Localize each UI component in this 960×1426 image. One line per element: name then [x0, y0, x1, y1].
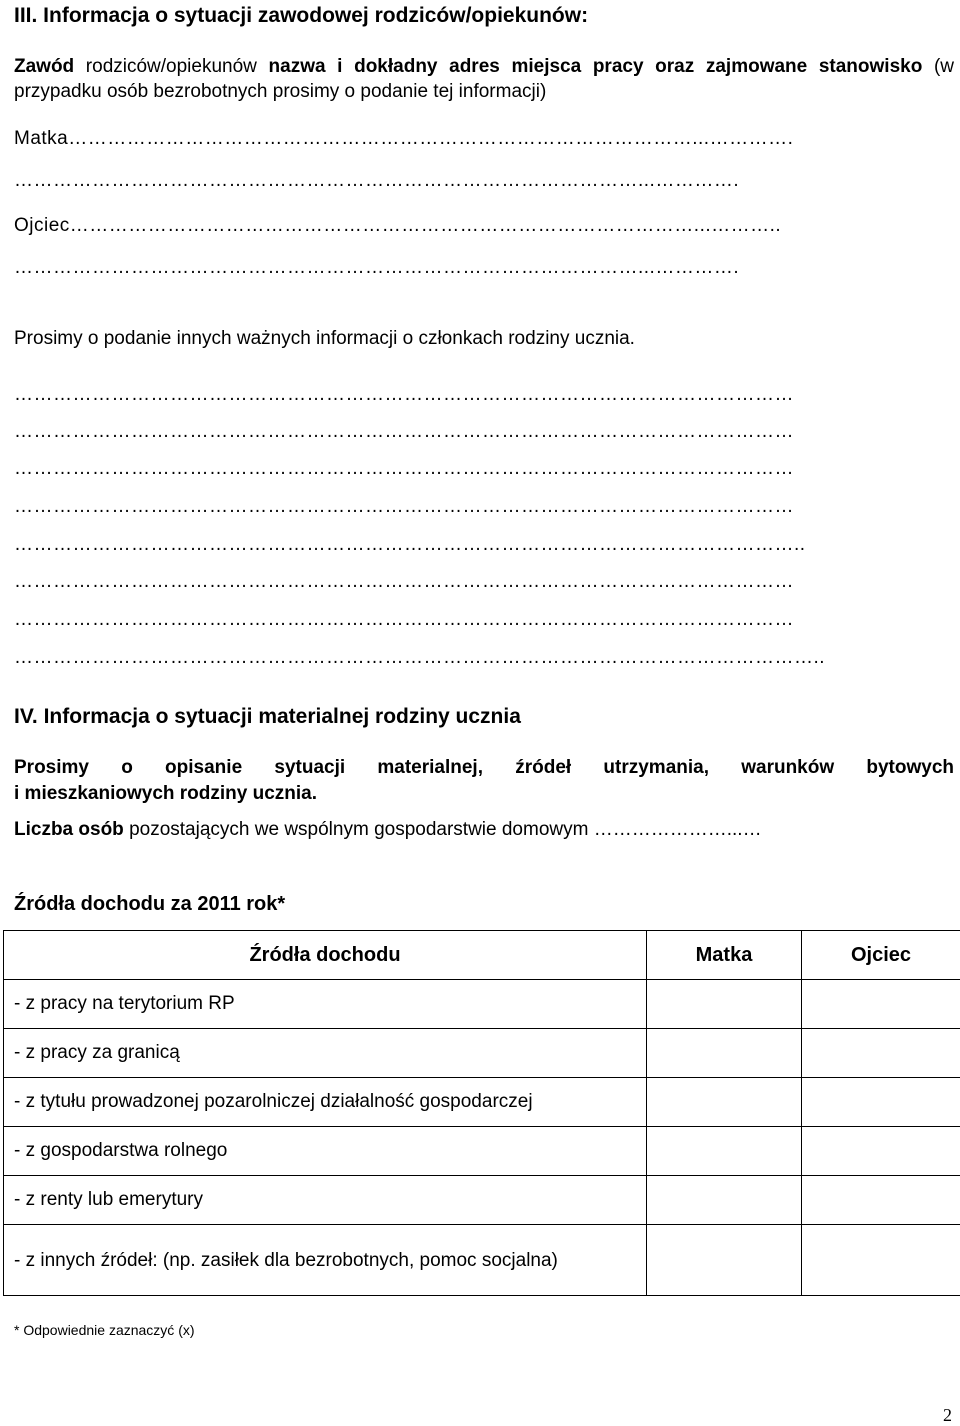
other-info-line[interactable]: ………………………………………………………………………………………………………… — [14, 458, 954, 480]
father-cell[interactable] — [802, 1127, 960, 1176]
section-4-heading: IV. Informacja o sytuacji materialnej rodziny ucznia — [14, 705, 954, 729]
income-source-label-text: - z innych źródeł: (np. zasiłek dla bezrobotnych, pomoc socjalna) — [14, 1248, 567, 1273]
footnote: * Odpowiednie zaznaczyć (x) — [14, 1322, 195, 1338]
header-income-sources: Źródła dochodu — [4, 931, 647, 980]
header-mother: Matka — [647, 931, 802, 980]
father-cell[interactable] — [802, 1078, 960, 1127]
father-label: Ojciec — [14, 215, 70, 236]
other-info-prompt: Prosimy o podanie innych ważnych informacji o członkach rodziny ucznia. — [14, 328, 954, 350]
other-info-line[interactable]: ………………………………………………………………………………………………………… — [14, 384, 954, 406]
household-bold: Liczba osób — [14, 819, 124, 840]
father-cell[interactable] — [802, 980, 960, 1029]
income-source-label: - z pracy na terytorium RP — [4, 980, 647, 1029]
other-info-line[interactable]: ………………………………………………………………………………………………………… — [14, 609, 954, 631]
section-4-request-line-1: Prosimy o opisanie sytuacji materialnej, źródeł utrzymania, warunków bytowych — [14, 757, 954, 779]
section-3-intro — [14, 54, 954, 104]
income-source-label: - z renty lub emerytury — [4, 1176, 647, 1225]
mother-cell[interactable] — [647, 1176, 802, 1225]
other-info-line[interactable]: ………………………………………………………………………………………………………… — [14, 496, 954, 518]
father-dots-1: ……………………………………………………………………………………...……….. — [70, 215, 781, 236]
household-text: pozostających we wspólnym gospodarstwie domowym — [124, 819, 594, 840]
mother-cell[interactable] — [647, 980, 802, 1029]
mother-dots-line-2[interactable]: ……………………………………………………………………………………...…………. — [14, 170, 954, 192]
table-row — [4, 980, 960, 1029]
income-source-label — [4, 1225, 647, 1296]
mother-label: Matka — [14, 128, 68, 149]
section-4-request-line-2: i mieszkaniowych rodziny ucznia. — [14, 783, 954, 805]
other-info-line[interactable]: …………………………………………………………………………………………………………….. — [14, 647, 954, 669]
mother-cell[interactable] — [647, 1127, 802, 1176]
household-field[interactable] — [14, 819, 954, 841]
father-cell[interactable] — [802, 1176, 960, 1225]
mother-field[interactable] — [14, 128, 954, 150]
father-field[interactable] — [14, 215, 954, 237]
mother-cell[interactable] — [647, 1078, 802, 1127]
intro-text-1: rodziców/opiekunów — [74, 56, 268, 77]
income-source-label: - z pracy za granicą — [4, 1029, 647, 1078]
father-dots-line-2[interactable]: ……………………………………………………………………………………...…………. — [14, 257, 954, 279]
income-table — [3, 930, 960, 1296]
mother-dots-1: ……………………………………………………………………………………...…………. — [68, 128, 793, 149]
table-row — [4, 1029, 960, 1078]
mother-cell[interactable] — [647, 1225, 802, 1296]
father-cell[interactable] — [802, 1225, 960, 1296]
household-dots: …………………...… — [594, 819, 762, 840]
table-row — [4, 1176, 960, 1225]
other-info-line[interactable]: ………………………………………………………………………………………………………….. — [14, 534, 954, 556]
table-row — [4, 1078, 960, 1127]
section-3-heading: III. Informacja o sytuacji zawodowej rodziców/opiekunów: — [14, 4, 954, 28]
other-info-line[interactable]: ………………………………………………………………………………………………………… — [14, 571, 954, 593]
intro-text-2: (w przypadku osób bezrobotnych prosimy o podanie tej informacji) — [14, 56, 954, 102]
income-title: Źródła dochodu za 2011 rok* — [14, 893, 954, 916]
other-info-line[interactable]: ………………………………………………………………………………………………………… — [14, 421, 954, 443]
income-table-header-row — [4, 931, 960, 980]
header-father: Ojciec — [802, 931, 960, 980]
income-source-label: - z tytułu prowadzonej pozarolniczej działalność gospodarczej — [4, 1078, 647, 1127]
page-number: 2 — [943, 1405, 952, 1426]
mother-cell[interactable] — [647, 1029, 802, 1078]
father-cell[interactable] — [802, 1029, 960, 1078]
table-row — [4, 1127, 960, 1176]
table-row — [4, 1225, 960, 1296]
intro-bold-occupation: Zawód — [14, 56, 74, 77]
intro-bold-workplace: nazwa i dokładny adres miejsca pracy oraz zajmowane stanowisko — [269, 56, 923, 77]
income-source-label: - z gospodarstwa rolnego — [4, 1127, 647, 1176]
